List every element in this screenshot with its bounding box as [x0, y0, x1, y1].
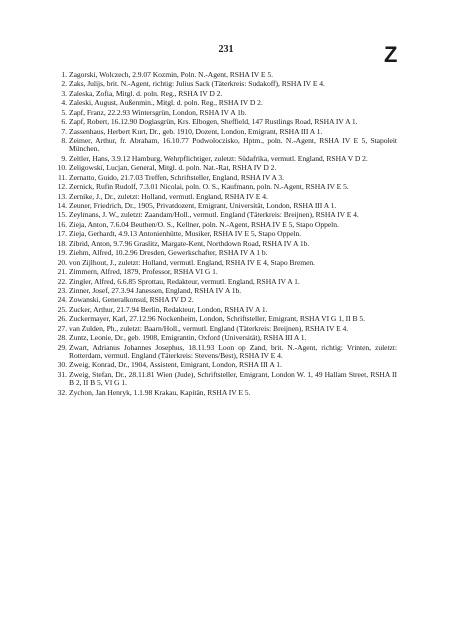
entry-number: 6. [61, 117, 67, 127]
list-item [57, 389, 397, 397]
entry-number: 4. [61, 98, 67, 108]
entry-number: 10. [57, 163, 67, 173]
entry-text: Zychon, Jan Henryk, 1.1.98 Krakau, Kapitän, RSHA IV E 5. [69, 387, 251, 397]
entry-number: 27. [57, 323, 67, 333]
entry-text: Zaleski, August, Außenmin., Mitgl. d. poln. Reg., RSHA IV D 2. [69, 98, 263, 108]
entry-number: 9. [61, 153, 67, 163]
entry-number: 1. [61, 70, 67, 79]
list-item [57, 371, 397, 388]
list-item [57, 315, 397, 323]
list-item [57, 137, 397, 154]
list-item [57, 193, 397, 201]
list-item [57, 71, 397, 79]
entry-number: 29. [57, 342, 67, 352]
entry-number: 21. [57, 267, 67, 277]
entry-number: 15. [57, 210, 67, 220]
entry-text: Zwart, Adrianus Johannes Josephus, 18.11.93 Loon op Zand, brit. N.-Agent, richtig: Vrinten, zuletzt: Rotterdam, vermutl. England (Täterkreis: Stevens/Best), RSHA IV E 4. [69, 342, 397, 360]
entry-text: Zowanski, Generalkonsul, RSHA IV D 2. [69, 295, 194, 305]
list-item [57, 221, 397, 229]
entry-number: 7. [61, 126, 67, 136]
entry-number: 25. [57, 304, 67, 314]
list-item [57, 128, 397, 136]
entry-text: Zapf, Robert, 16.12.90 Doglasgrün, Krs. Elbogen, Sheffield, 147 Rustlings Road, RSHA IV A 1. [69, 117, 358, 127]
entry-text: Zuntz, Leonie, Dr., geb. 1908, Emigrantin, Oxford (Universität), RSHA III A 1. [69, 333, 307, 343]
entry-text: Zibrid, Anton, 9.7.96 Graslitz, Margate-Kent, Northdown Road, RSHA IV A 1b. [69, 238, 310, 248]
entry-text: van Zulden, Ph., zuletzt: Baarn/Holl., vermutl. England (Täterkreis: Breijnen), RSHA IV E 4. [69, 323, 349, 333]
list-item [57, 90, 397, 98]
list-item [57, 361, 397, 369]
entry-text: von Zijlhout, J., zuletzt: Holland, vermutl. England, RSHA IV E 4, Stapo Bremen. [69, 257, 316, 267]
entry-number: 31. [57, 369, 67, 379]
entry-text: Zapf, Franz, 22.2.93 Wintersgrün, London, RSHA IV A 1b. [69, 107, 247, 117]
list-item [57, 211, 397, 219]
list-item [57, 202, 397, 210]
page-number: 231 [218, 44, 234, 55]
entry-text: Zweig, Stefan, Dr., 28.11.81 Wien (Jude), Schriftsteller, Emigrant, London W. 1, 49 Hallam Street, RSHA II B 2, II B 5, VI G 1. [69, 369, 397, 388]
entry-text: Zeligowski, Lucjan, General, Mitgl. d. poln. Nat.-Rat, RSHA IV D 2. [69, 163, 277, 173]
entry-text: Zinner, Josef, 27.3.94 Janessen, England, RSHA IV A 1b. [69, 285, 242, 295]
entry-number: 18. [57, 238, 67, 248]
list-item [57, 344, 397, 361]
entry-text: Zaks, Julijs, brit. N.-Agent, richtig: Julius Sack (Täterkreis: Sudakoff), RSHA IV E 4. [69, 79, 325, 89]
entry-text: Zucker, Arthur, 21.7.94 Berlin, Redakteur, London, RSHA IV A 1. [69, 304, 268, 314]
entry-text: Zeuner, Friedrich, Dr., 1905, Privatdozent, Emigrant, Universität, London, RSHA III A 1. [69, 201, 337, 211]
entry-text: Zaleska, Zofia, Mitgl. d. poln. Reg., RSHA IV D 2. [69, 88, 223, 98]
entry-number: 5. [61, 107, 67, 117]
list-item [57, 80, 397, 88]
list-item [57, 183, 397, 191]
list-item [57, 334, 397, 342]
entry-text: Zernick, Rufin Rudolf, 7.3.01 Nicolai, poln. O. S., Kaufmann, poln. N.-Agent, RSHA IV E 5. [69, 182, 349, 192]
entry-number: 30. [57, 360, 67, 370]
list-item [57, 155, 397, 163]
entry-text: Zieja, Gerhardt, 4.9.13 Antonienhütte, Musiker, RSHA IV E 5, Stapo Oppeln. [69, 229, 302, 239]
section-letter: Z [384, 42, 398, 67]
entry-number: 32. [57, 387, 67, 397]
entry-text: Zimmern, Alfred, 1879, Professor, RSHA VI G 1. [69, 267, 218, 277]
list-item [57, 174, 397, 182]
list-item [57, 259, 397, 267]
entry-text: Zeylmans, J. W., zuletzt: Zaandam/Holl., vermutl. England (Täterkreis: Breijnen), RSHA IV E 4. [69, 210, 359, 220]
entry-number: 8. [61, 136, 67, 146]
entry-number: 20. [57, 257, 67, 267]
entry-text: Zagorski, Wolczech, 2.9.07 Kozmin, Poln. N.-Agent, RSHA IV E 5. [69, 70, 273, 79]
entry-text: Zeimer, Arthur, fr. Abraham, 16.10.77 Podwoloczisko, Hptm., poln. N.-Agent, RSHA IV E 5, Stapoleit München. [69, 136, 397, 154]
entry-number: 16. [57, 219, 67, 229]
list-item [57, 325, 397, 333]
entry-number: 14. [57, 201, 67, 211]
entry-text: Zingler, Alfred, 6.6.85 Sprottau, Redakteur, vermutl. England, RSHA IV A 1. [69, 276, 300, 286]
entry-list [57, 71, 397, 398]
list-item [57, 240, 397, 248]
entry-number: 2. [61, 79, 67, 89]
entry-number: 3. [61, 88, 67, 98]
entry-number: 23. [57, 285, 67, 295]
entry-number: 13. [57, 191, 67, 201]
entry-text: Zernatto, Guido, 21.7.03 Treffen, Schriftsteller, England, RSHA IV A 3. [69, 172, 285, 182]
entry-number: 22. [57, 276, 67, 286]
entry-number: 12. [57, 182, 67, 192]
entry-number: 17. [57, 229, 67, 239]
list-item [57, 99, 397, 107]
entry-text: Zieja, Anton, 7.6.04 Beuthen/O. S., Kellner, poln. N.-Agent, RSHA IV E 5, Stapo Oppeln. [69, 219, 339, 229]
list-item [57, 109, 397, 117]
entry-number: 28. [57, 333, 67, 343]
entry-number: 24. [57, 295, 67, 305]
entry-number: 26. [57, 314, 67, 324]
list-item [57, 296, 397, 304]
list-item [57, 118, 397, 126]
entry-number: 19. [57, 248, 67, 258]
entry-text: Zweig, Konrad, Dr., 1904, Assistent, Emigrant, London, RSHA III A 1. [69, 360, 282, 370]
list-item [57, 249, 397, 257]
list-item [57, 164, 397, 172]
list-item [57, 230, 397, 238]
entry-text: Zuckermayer, Karl, 27.12.96 Nockenheim, London, Schriftsteller, Emigrant, RSHA VI G 1, II B 5. [69, 314, 365, 324]
entry-text: Zernike, J., Dr., zuletzt: Holland, vermutl. England, RSHA IV E 4. [69, 191, 268, 201]
entry-text: Zeltler, Hans, 3.9.12 Hamburg, Wehrpflichtiger, zuletzt: Südafrika, vermutl. England, RSHA V D 2. [69, 153, 368, 163]
entry-number: 11. [57, 172, 67, 182]
list-item [57, 306, 397, 314]
entry-text: Ziehm, Alfred, 10.2.96 Dresden, Gewerkschafter, RSHA IV A 1 b. [69, 248, 268, 258]
list-item [57, 278, 397, 286]
list-item [57, 287, 397, 295]
entry-text: Zassenhaus, Herbert Kurt, Dr., geb. 1910, Dozent, London, Emigrant, RSHA III A 1. [69, 126, 323, 136]
list-item [57, 268, 397, 276]
